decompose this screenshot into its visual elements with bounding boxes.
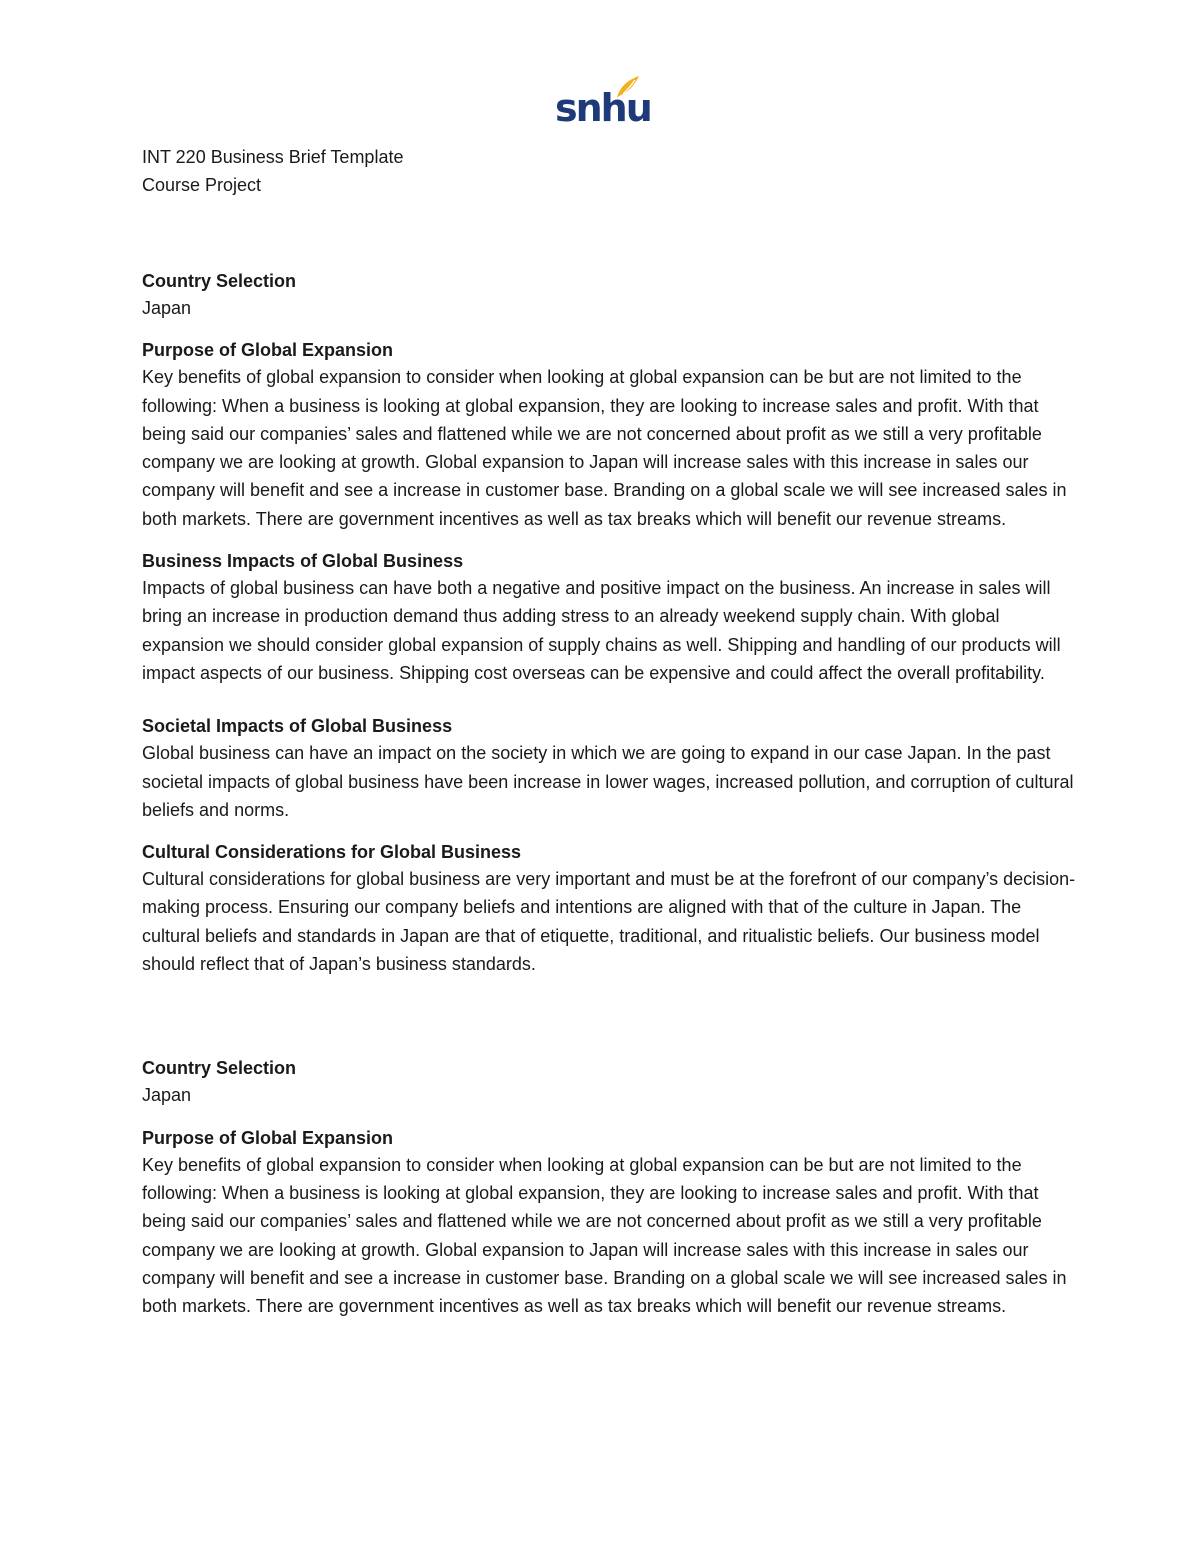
snhu-logo: [555, 74, 651, 134]
section-body: Cultural considerations for global business are very important and must be at the forefront of our company’s decision-making process. Ensuring our company beliefs and intentions are aligned with that of the culture in Japan. The cultural beliefs and standards in Japan are that of etiquette, traditional, and ritualistic beliefs. Our business model should reflect that of Japan’s business standards.: [142, 869, 1076, 975]
course-title: INT 220 Business Brief Template: [142, 147, 404, 167]
section-body: Japan: [142, 298, 192, 318]
section-country-selection-repeat: [142, 1055, 1082, 1109]
section-purpose-of-global-expansion-repeat: [142, 1125, 1082, 1321]
section-heading: Country Selection: [142, 1058, 297, 1079]
section-body: Key benefits of global expansion to consider when looking at global expansion can be but are not limited to the following: When a business is looking at global expansion, they are looking to increase sales and profit. With that being said our companies’ sales and flattened while we are not concerned about profit as we still a very profitable company we are looking at growth. Global expansion to Japan will increase sales with this increase in sales our company will benefit and see a increase in customer base. Branding on a global scale we will see increased sales in both markets. There are government incentives as well as tax breaks which will benefit our revenue streams.: [142, 1154, 1067, 1317]
section-heading: Country Selection: [142, 271, 297, 291]
document-header: [142, 143, 403, 199]
section-heading: Purpose of Global Expansion: [142, 1127, 394, 1148]
section-societal-impacts: [142, 713, 1082, 824]
section-heading: Business Impacts of Global Business: [142, 551, 464, 572]
section-body: Key benefits of global expansion to consider when looking at global expansion can be but are not limited to the following: When a business is looking at global expansion, they are looking to increase sales and profit. With that being said our companies’ sales and flattened while we are not concerned about profit as we still a very profitable company we are looking at growth. Global expansion to Japan will increase sales with this increase in sales our company will benefit and see a increase in customer base. Branding on a global scale we will see increased sales in both markets. There are government incentives as well as tax breaks which will benefit our revenue streams.: [142, 367, 1067, 529]
document-body: [142, 268, 1082, 1335]
section-heading: Purpose of Global Expansion: [142, 340, 394, 361]
section-spacer: [142, 993, 1082, 1055]
section-body: Impacts of global business can have both a negative and positive impact on the business. An increase in sales will bring an increase in production demand thus adding stress to an already weekend supply chain. With global expansion we should consider global expansion of supply chains as well. Shipping and handling of our products will impact aspects of our business. Shipping cost overseas can be expensive and could affect the overall profitability.: [142, 578, 1061, 683]
section-body: Global business can have an impact on the society in which we are going to expand in our case Japan. In the past societal impacts of global business have been increase in lower wages, increased pollution, and corruption of cultural beliefs and norms.: [142, 743, 1074, 820]
logo-wordmark: snhu: [555, 86, 651, 130]
section-heading: Cultural Considerations for Global Business: [142, 842, 522, 863]
course-subtitle: Course Project: [142, 175, 262, 195]
section-heading: Societal Impacts of Global Business: [142, 716, 453, 737]
section-purpose-of-global-expansion: [142, 337, 1082, 533]
section-business-impacts: [142, 548, 1082, 687]
section-cultural-considerations: [142, 839, 1082, 978]
section-body: Japan: [142, 1085, 192, 1106]
section-country-selection: [142, 268, 1082, 322]
